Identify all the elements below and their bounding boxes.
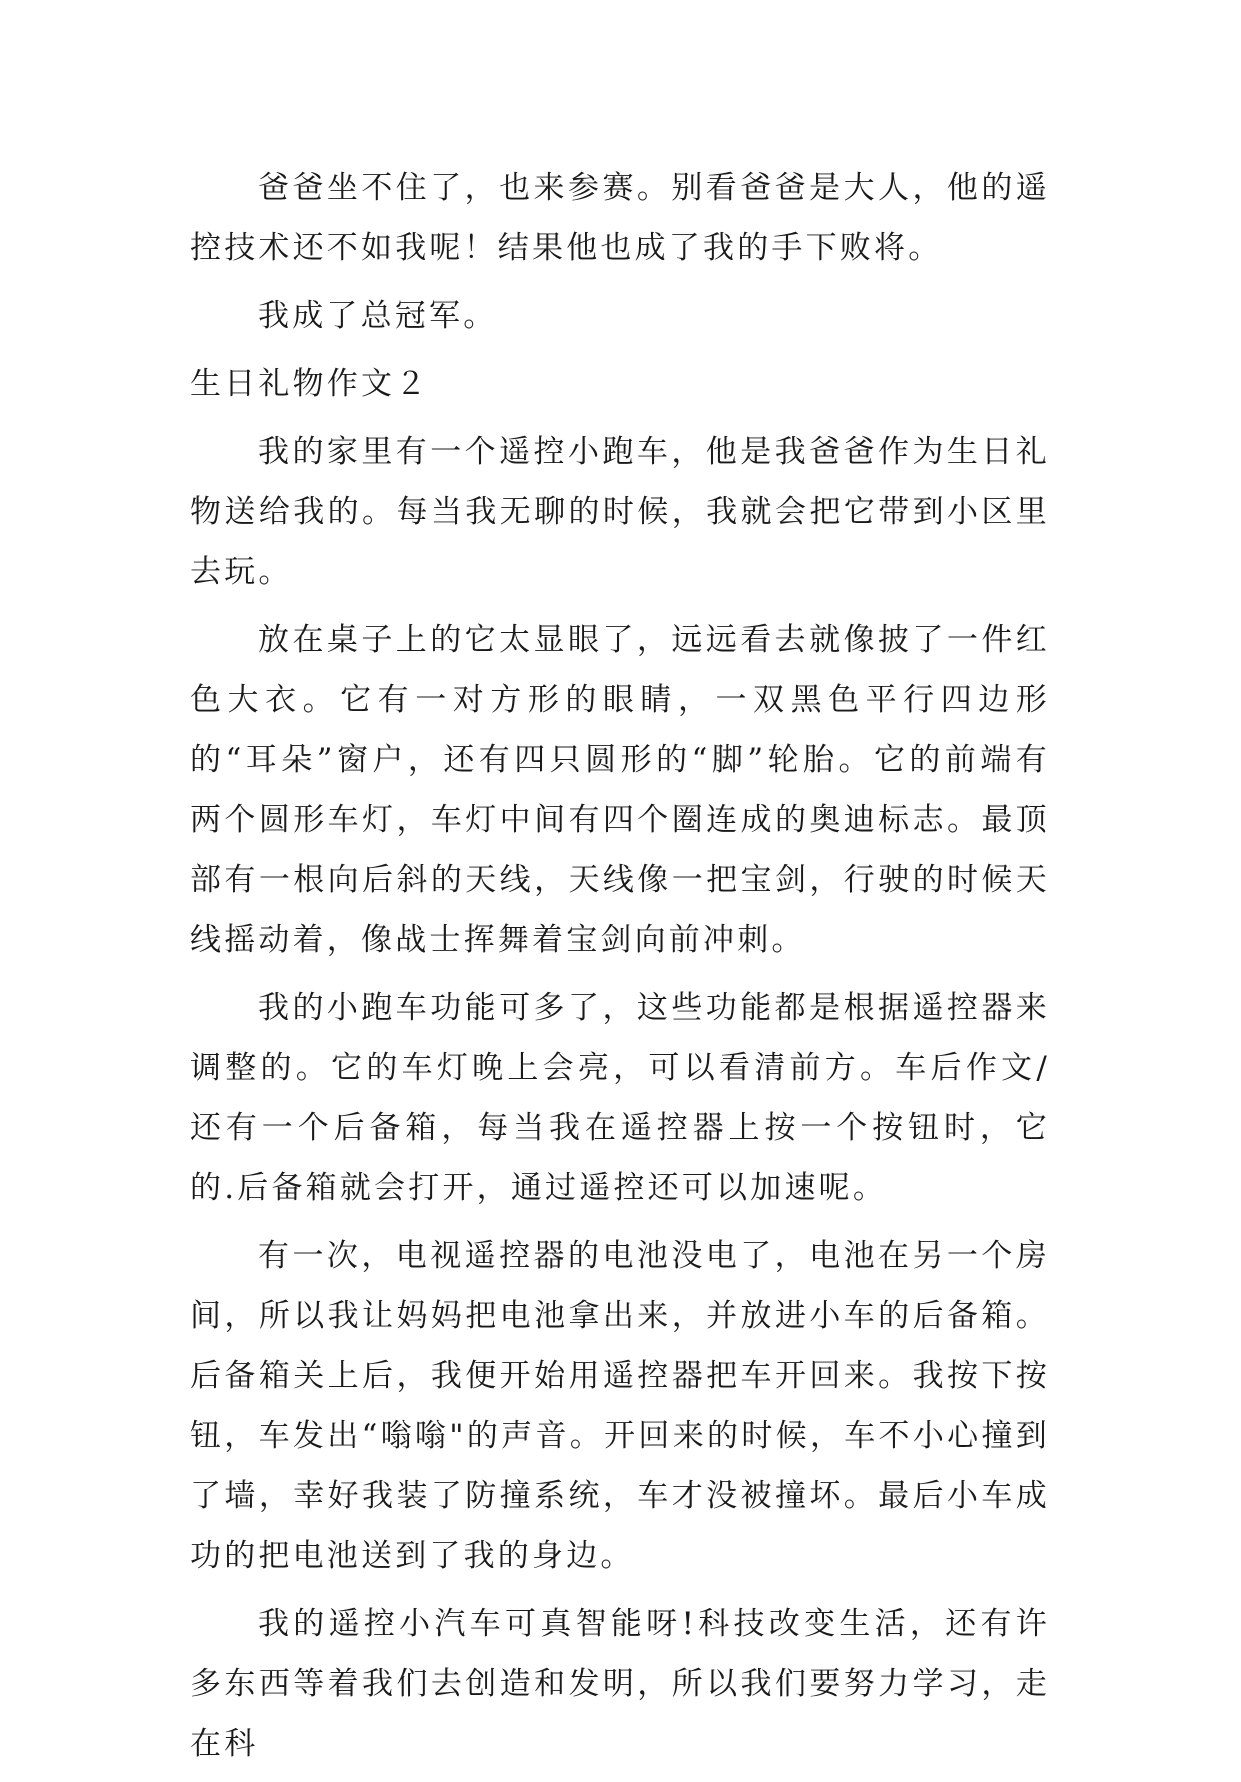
paragraph-car-functions: 我的小跑车功能可多了，这些功能都是根据遥控器来调整的。它的车灯晚上会亮，可以看清前方。车后作文/还有一个后备箱，每当我在遥控器上按一个按钮时，它的.后备箱就会打开，通过遥控还可以加速呢。 bbox=[190, 990, 1050, 1206]
paragraph-gift-car: 我的家里有一个遥控小跑车，他是我爸爸作为生日礼物送给我的。每当我无聊的时候，我就会把它带到小区里去玩。 bbox=[190, 434, 1050, 590]
paragraph-dad-competes: 爸爸坐不住了，也来参赛。别看爸爸是大人，他的遥控技术还不如我呢！结果他也成了我的手下败将。 bbox=[190, 170, 1050, 266]
document-body bbox=[190, 158, 1050, 1782]
essay-heading: 生日礼物作文２ bbox=[190, 366, 430, 402]
paragraph-battery-story: 有一次，电视遥控器的电池没电了，电池在另一个房间，所以我让妈妈把电池拿出来，并放进小车的后备箱。后备箱关上后，我便开始用遥控器把车开回来。我按下按钮，车发出“嗡嗡"的声音。开回来的时候，车不小心撞到了墙，幸好我装了防撞系统，车才没被撞坏。最后小车成功的把电池送到了我的身边。 bbox=[190, 1238, 1050, 1574]
paragraph-conclusion: 我的遥控小汽车可真智能呀!科技改变生活，还有许多东西等着我们去创造和发明，所以我们要努力学习，走在科 bbox=[190, 1606, 1050, 1762]
paragraph-car-appearance: 放在桌子上的它太显眼了，远远看去就像披了一件红色大衣。它有一对方形的眼睛，一双黑色平行四边形的“耳朵”窗户，还有四只圆形的“脚”轮胎。它的前端有两个圆形车灯，车灯中间有四个圈连成的奥迪标志。最顶部有一根向后斜的天线，天线像一把宝剑，行驶的时候天线摇动着，像战士挥舞着宝剑向前冲刺。 bbox=[190, 622, 1050, 958]
paragraph-champion: 我成了总冠军。 bbox=[258, 298, 498, 334]
